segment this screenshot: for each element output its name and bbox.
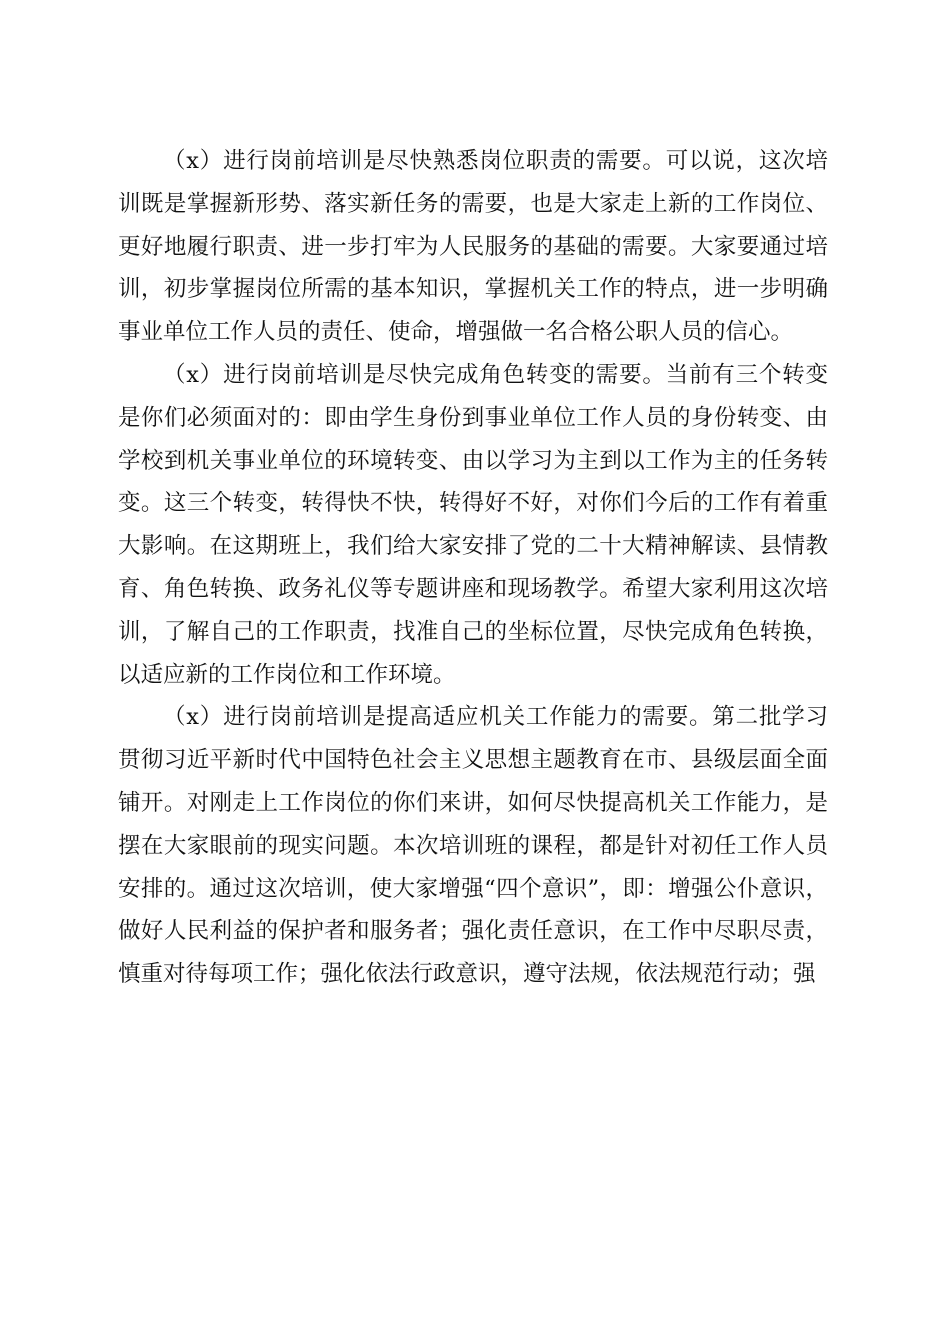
paragraph-3: （x）进行岗前培训是提高适应机关工作能力的需要。第二批学习贯彻习近平新时代中国特色社会主义思想主题教育在市、县级层面全面铺开。对刚走上工作岗位的你们来讲，如何尽快提高机关工作能力，是摆在大家眼前的现实问题。本次培训班的课程，都是针对初任工作人员安排的。通过这次培训，使大家增强“四个意识”，即：增强公仆意识，做好人民利益的保护者和服务者；强化责任意识，在工作中尽职尽责，慎重对待每项工作；强化依法行政意识，遵守法规，依法规范行动；强	[118, 704, 828, 988]
paragraph-2: （x）进行岗前培训是尽快完成角色转变的需要。当前有三个转变是你们必须面对的：即由学生身份到事业单位工作人员的身份转变、由学校到机关事业单位的环境转变、由以学习为主到以工作为主的任务转变。这三个转变，转得快不快，转得好不好，对你们今后的工作有着重大影响。在这期班上，我们给大家安排了党的二十大精神解读、县情教育、角色转换、政务礼仪等专题讲座和现场教学。希望大家利用这次培训，了解自己的工作职责，找准自己的坐标位置，尽快完成角色转换，以适应新的工作岗位和工作环境。	[118, 361, 828, 688]
document-body	[118, 140, 828, 996]
paragraph-1: （x）进行岗前培训是尽快熟悉岗位职责的需要。可以说，这次培训既是掌握新形势、落实新任务的需要，也是大家走上新的工作岗位、更好地履行职责、进一步打牢为人民服务的基础的需要。大家要通过培训，初步掌握岗位所需的基本知识，掌握机关工作的特点，进一步明确事业单位工作人员的责任、使命，增强做一名合格公职人员的信心。	[118, 148, 828, 346]
